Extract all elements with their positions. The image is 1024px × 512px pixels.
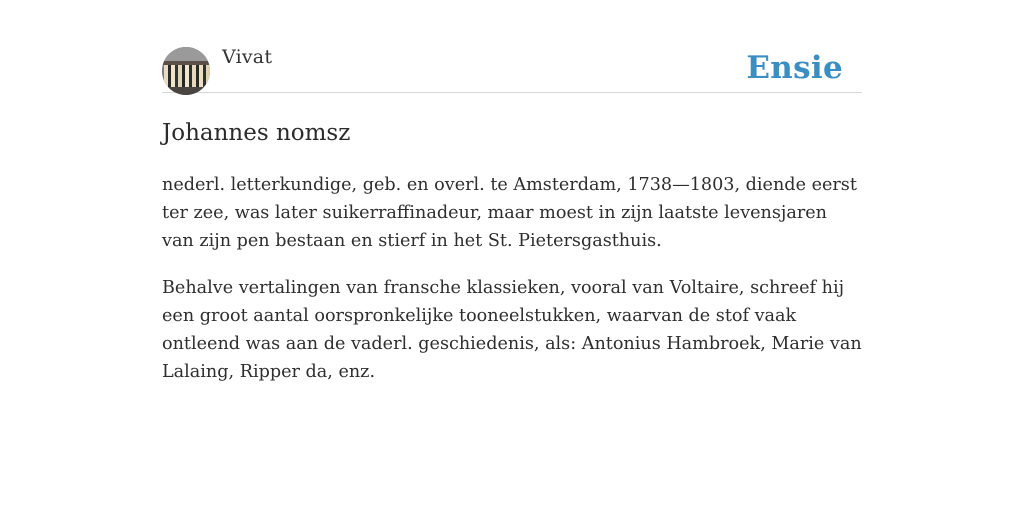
brand-logo[interactable]: Ensie	[746, 50, 843, 86]
paragraph: Behalve vertalingen van fransche klassieken, vooral van Voltaire, schreef hij een groot aantal oorspronkelijke tooneelstukken, waarvan de stof vaak ontleend was aan de vaderl. geschiedenis, als: Antonius Hambroek, Marie van Lalaing, Ripper da, enz.	[162, 278, 862, 382]
article-page	[162, 0, 862, 405]
source-name[interactable]: Vivat	[222, 46, 273, 68]
bookshelf-icon[interactable]	[162, 47, 210, 95]
article-body	[162, 171, 862, 386]
article-title: Johannes nomsz	[162, 120, 351, 146]
paragraph: nederl. letterkundige, geb. en overl. te Amsterdam, 1738—1803, diende eerst ter zee, was later suikerraffinadeur, maar moest in zijn laatste levensjaren van zijn pen bestaan en stierf in het St. Pietersgasthuis.	[162, 175, 857, 251]
header	[162, 0, 862, 93]
